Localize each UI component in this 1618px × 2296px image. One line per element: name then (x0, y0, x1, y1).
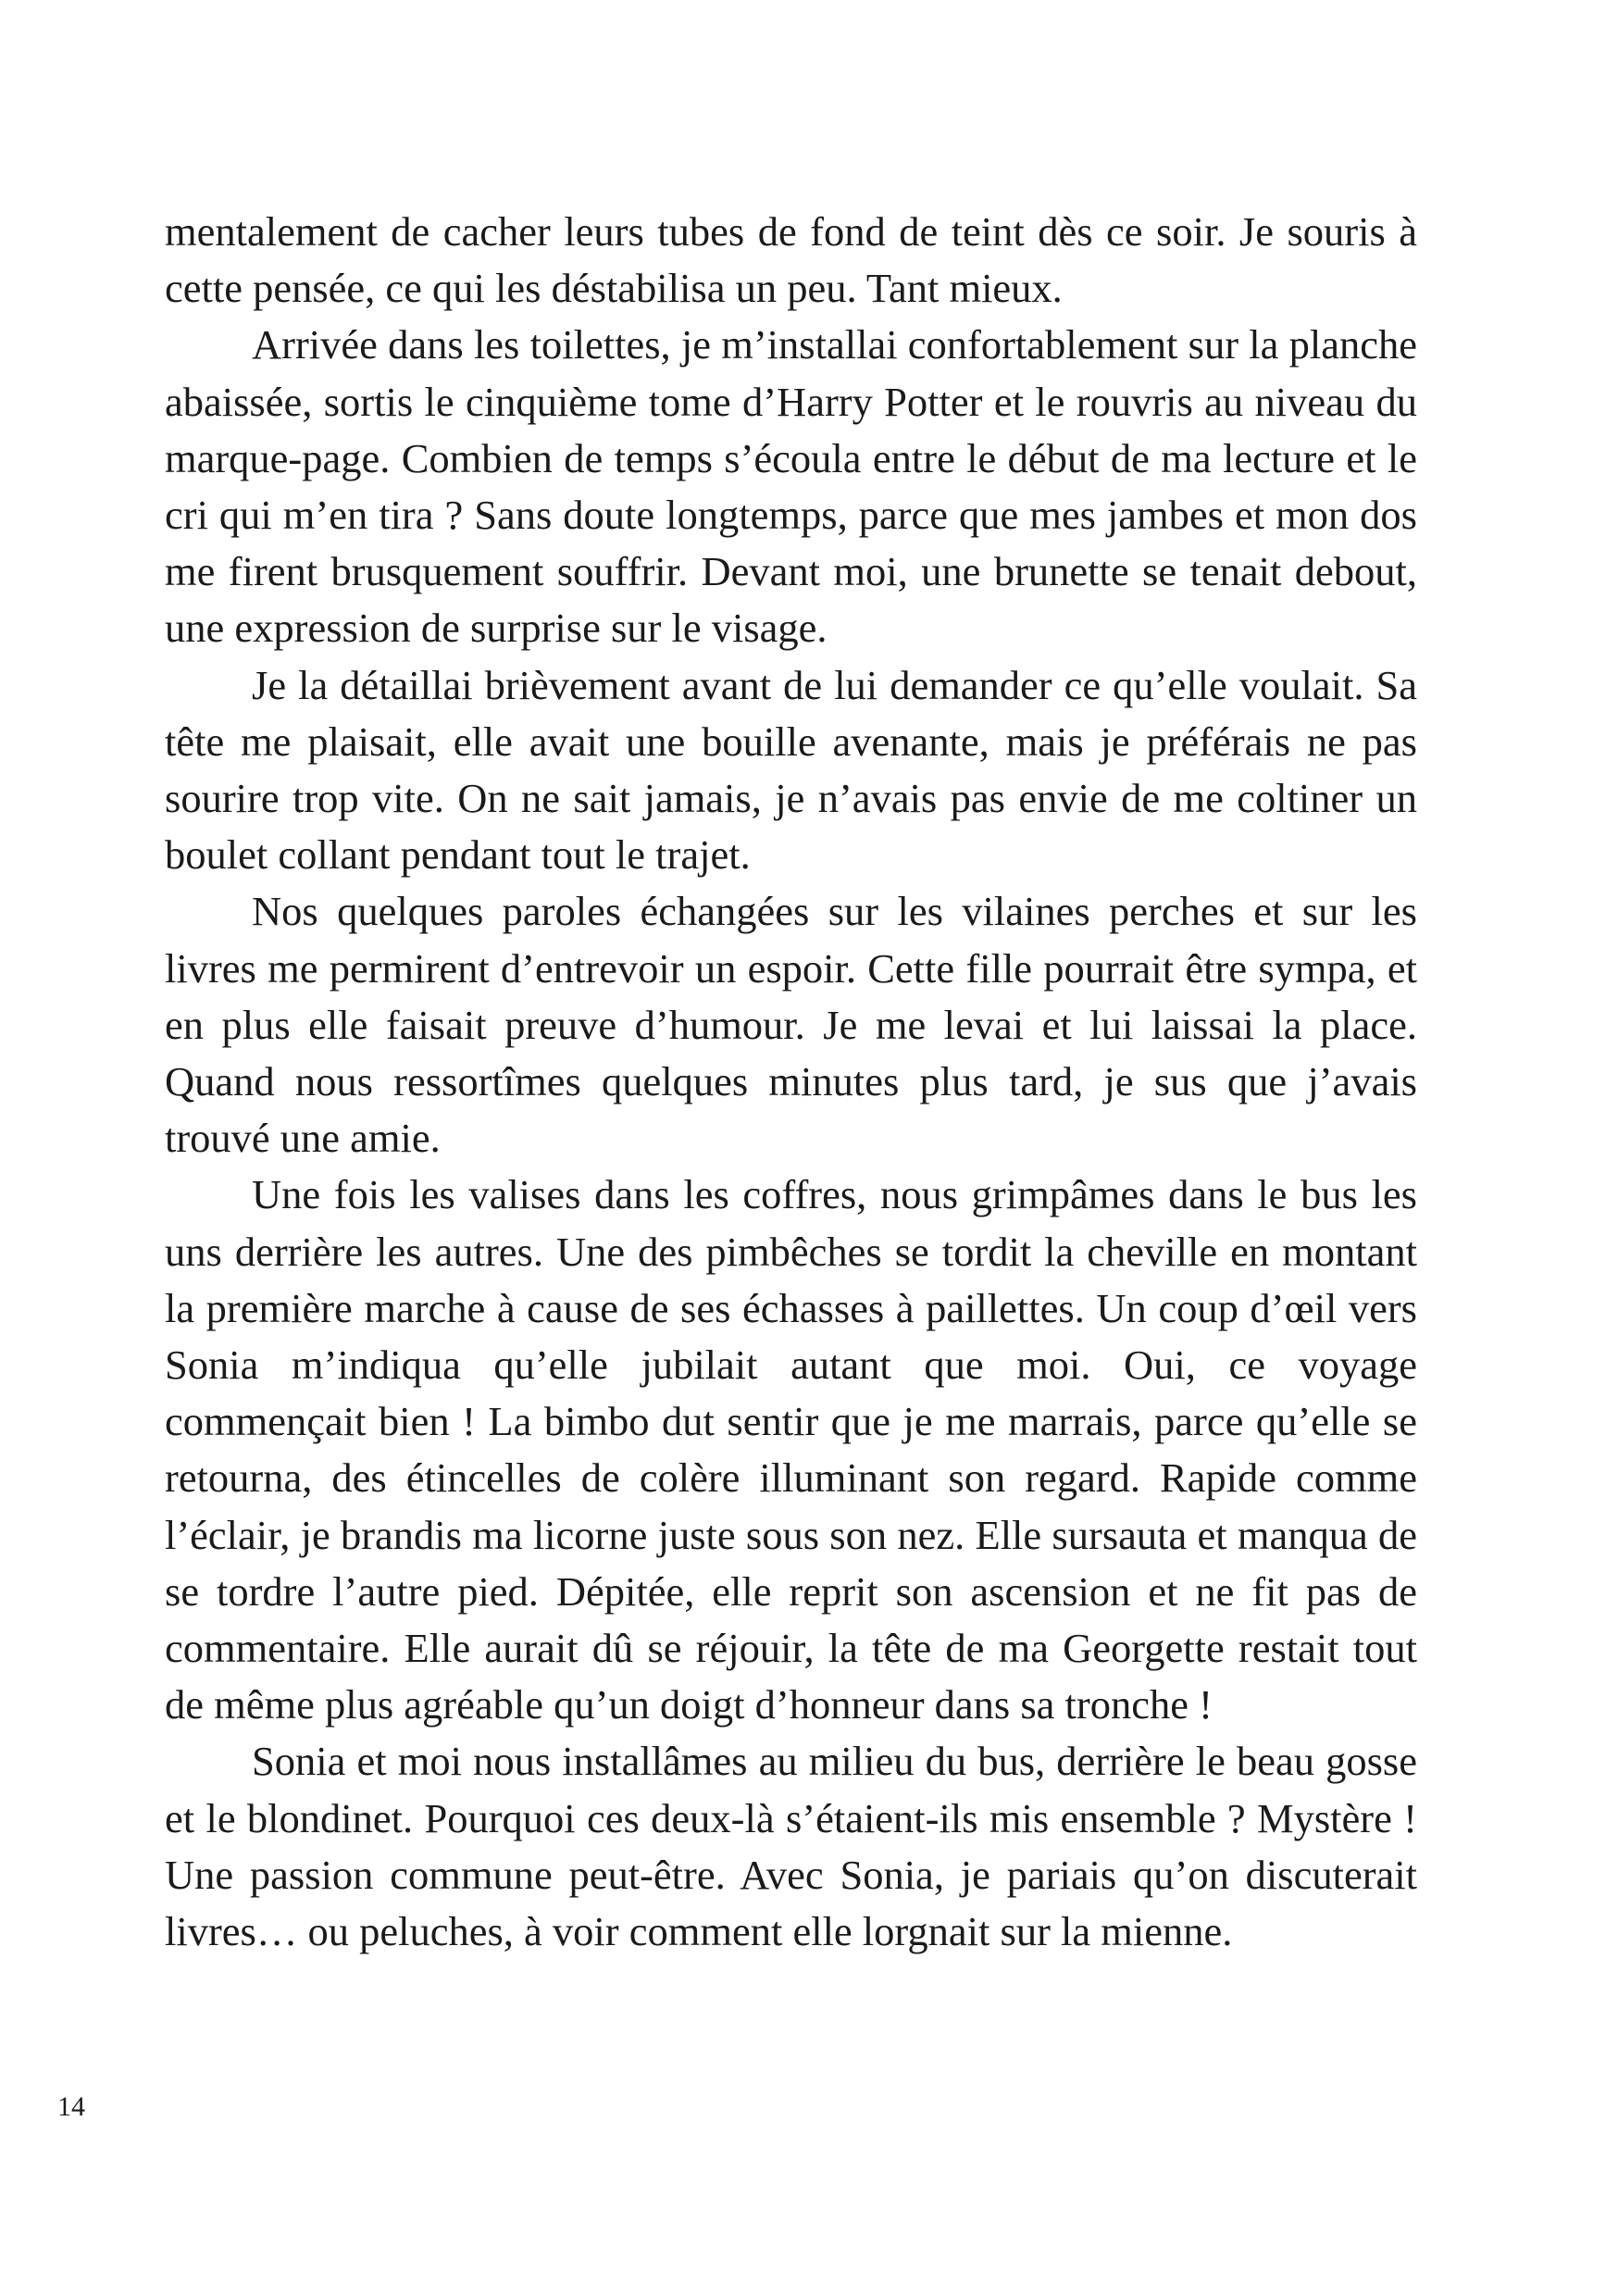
page-number: 14 (57, 2091, 85, 2122)
paragraph-2: Arrivée dans les toilettes, je m’installai confortablement sur la planche abaissée, sortis le cinquième tome d’Harry Potter et le rouvris au niveau du marque-page. Combien de temps s’écoula entre le début de ma lecture et le cri qui m’en tira ? Sans doute longtemps, parce que mes jambes et mon dos me firent brusquement souffrir. Devant moi, une brunette se tenait debout, une expression de surprise sur le visage. (165, 321, 1417, 652)
paragraph-6: Sonia et moi nous installâmes au milieu du bus, derrière le beau gosse et le blondinet. Pourquoi ces deux-là s’étaient-ils mis ensemble ? Mystère ! Une passion commune peut-être. Avec Sonia, je pariais qu’on discuterait livres… ou peluches, à voir comment elle lorgnait sur la mienne. (165, 1738, 1417, 1955)
body-text (165, 204, 1417, 1960)
paragraph-1: mentalement de cacher leurs tubes de fond de teint dès ce soir. Je souris à cette pensée, ce qui les déstabilisa un peu. Tant mieux. (165, 208, 1417, 312)
paragraph-4: Nos quelques paroles échangées sur les vilaines perches et sur les livres me permirent d’entrevoir un espoir. Cette fille pourrait être sympa, et en plus elle faisait preuve d’humour. Je me levai et lui laissai la place. Quand nous ressortîmes quelques minutes plus tard, je sus que j’avais trouvé une amie. (165, 888, 1417, 1162)
paragraph-5: Une fois les valises dans les coffres, nous grimpâmes dans le bus les uns derrière les autres. Une des pimbêches se tordit la cheville en montant la première marche à cause de ses échasses à paillettes. Un coup d’œil vers Sonia m’indiqua qu’elle jubilait autant que moi. Oui, ce voyage commençait bien ! La bimbo dut sentir que je me marrais, parce qu’elle se retourna, des étincelles de colère illuminant son regard. Rapide comme l’éclair, je brandis ma licorne juste sous son nez. Elle sursauta et manqua de se tordre l’autre pied. Dépitée, elle reprit son ascension et ne fit pas de commentaire. Elle aurait dû se réjouir, la tête de ma Georgette restait tout de même plus agréable qu’un doigt d’honneur dans sa tronche ! (165, 1171, 1417, 1728)
paragraph-3: Je la détaillai brièvement avant de lui demander ce qu’elle voulait. Sa tête me plaisait, elle avait une bouille avenante, mais je préférais ne pas sourire trop vite. On ne sait jamais, je n’avais pas envie de me coltiner un boulet collant pendant tout le trajet. (165, 661, 1417, 879)
